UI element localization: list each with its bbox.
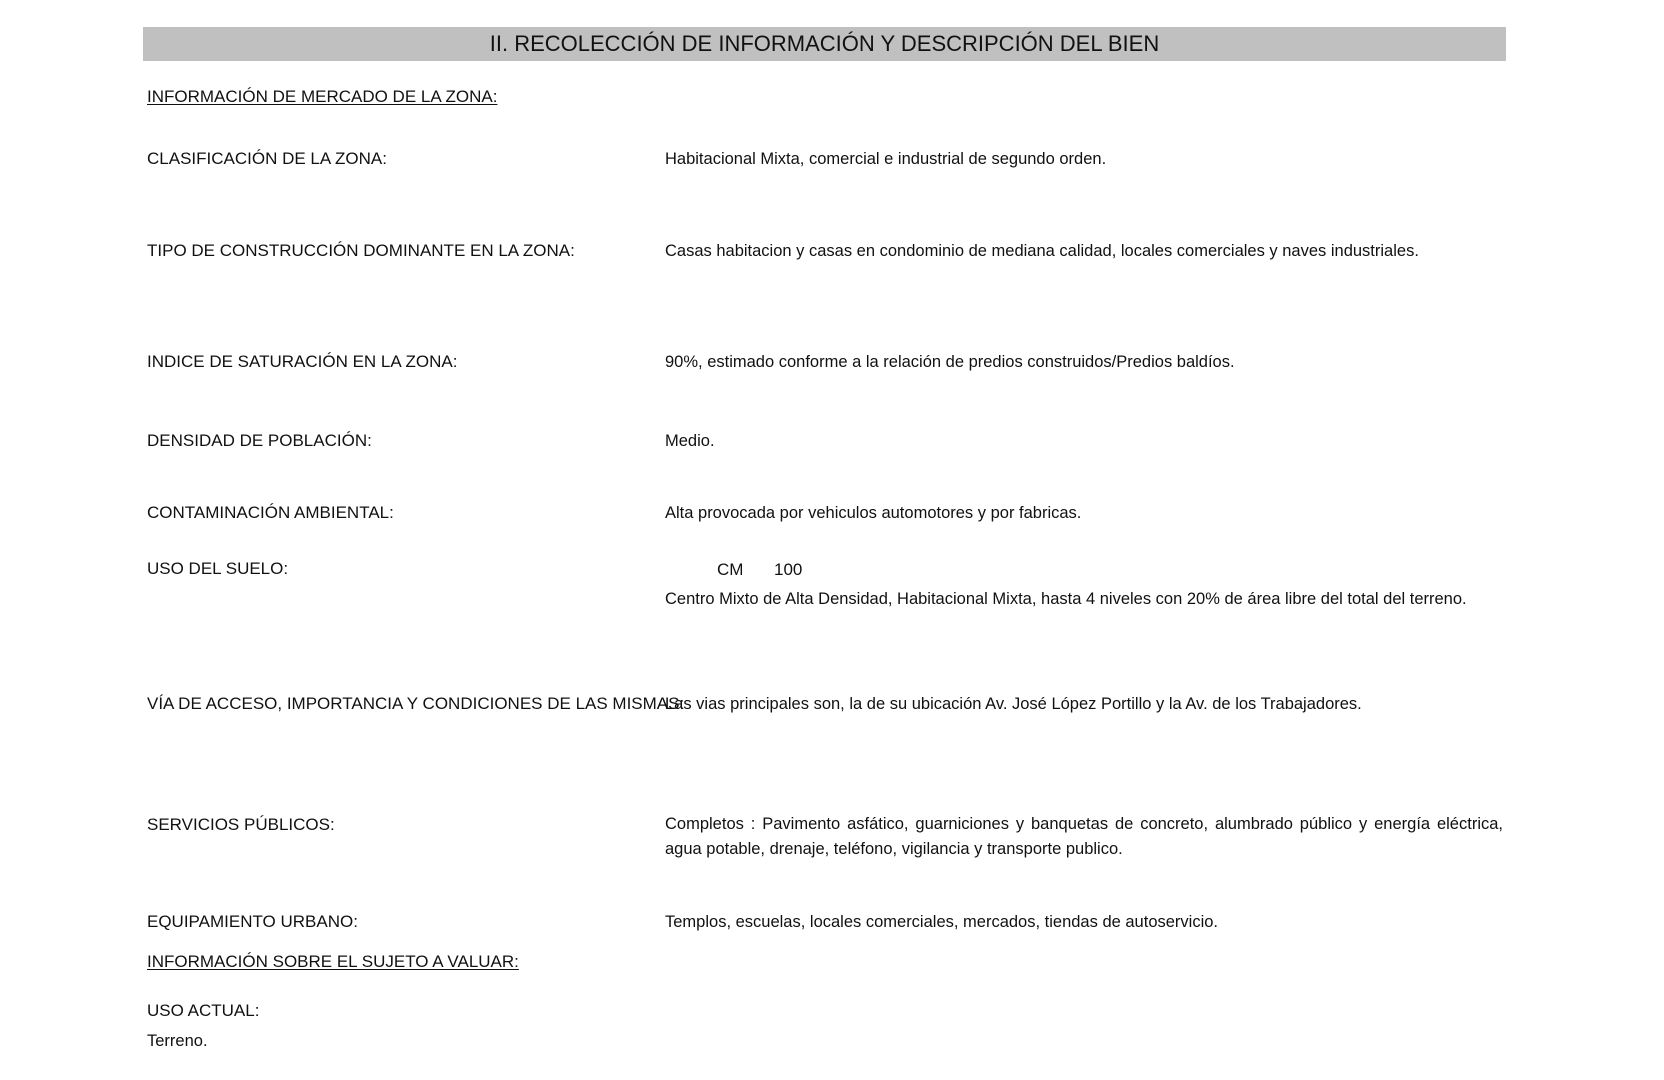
land-use-label: USO DEL SUELO: <box>147 559 289 578</box>
population-density-value: Medio. <box>665 432 715 450</box>
land-use-code-number: 100 <box>774 560 803 579</box>
construction-type-value: Casas habitacion y casas en condominio de mediana calidad, locales comerciales y naves industriales. <box>665 242 1419 260</box>
public-services-value: Completos : Pavimento asfático, guarniciones y banquetas de concreto, alumbrado público y energía eléctrica, agua potable, drenaje, teléfono, vigilancia y transporte publico. <box>665 815 1503 858</box>
zone-classification-value: Habitacional Mixta, comercial e industrial de segundo orden. <box>665 150 1107 168</box>
pollution-value: Alta provocada por vehiculos automotores y por fabricas. <box>665 504 1082 522</box>
urban-equipment-value: Templos, escuelas, locales comerciales, mercados, tiendas de autoservicio. <box>665 913 1219 931</box>
subject-info-heading: INFORMACIÓN SOBRE EL SUJETO A VALUAR: <box>147 952 519 971</box>
access-roads-value: Las vias principales son, la de su ubicación Av. José López Portillo y la Av. de los Trabajadores. <box>665 695 1362 713</box>
access-roads-label: VÍA DE ACCESO, IMPORTANCIA Y CONDICIONES DE LAS MISMAS: <box>147 694 685 713</box>
section-header <box>143 27 1506 61</box>
current-use-label: USO ACTUAL: <box>147 1001 260 1020</box>
section-title: II. RECOLECCIÓN DE INFORMACIÓN Y DESCRIPCIÓN DEL BIEN <box>489 31 1160 56</box>
zone-classification-label: CLASIFICACIÓN DE LA ZONA: <box>147 149 387 168</box>
construction-type-label: TIPO DE CONSTRUCCIÓN DOMINANTE EN LA ZONA: <box>147 241 575 260</box>
land-use-value: Centro Mixto de Alta Densidad, Habitacional Mixta, hasta 4 niveles con 20% de área libre del total del terreno. <box>665 590 1467 608</box>
population-density-label: DENSIDAD DE POBLACIÓN: <box>147 431 372 450</box>
public-services-label: SERVICIOS PÚBLICOS: <box>147 815 335 834</box>
pollution-label: CONTAMINACIÓN AMBIENTAL: <box>147 503 394 522</box>
saturation-index-value: 90%, estimado conforme a la relación de predios construidos/Predios baldíos. <box>665 353 1235 371</box>
urban-equipment-label: EQUIPAMIENTO URBANO: <box>147 912 358 931</box>
land-use-code: CM <box>717 560 744 579</box>
market-info-heading: INFORMACIÓN DE MERCADO DE LA ZONA: <box>147 87 498 106</box>
current-use-value: Terreno. <box>147 1032 208 1050</box>
saturation-index-label: INDICE DE SATURACIÓN EN LA ZONA: <box>147 352 458 371</box>
